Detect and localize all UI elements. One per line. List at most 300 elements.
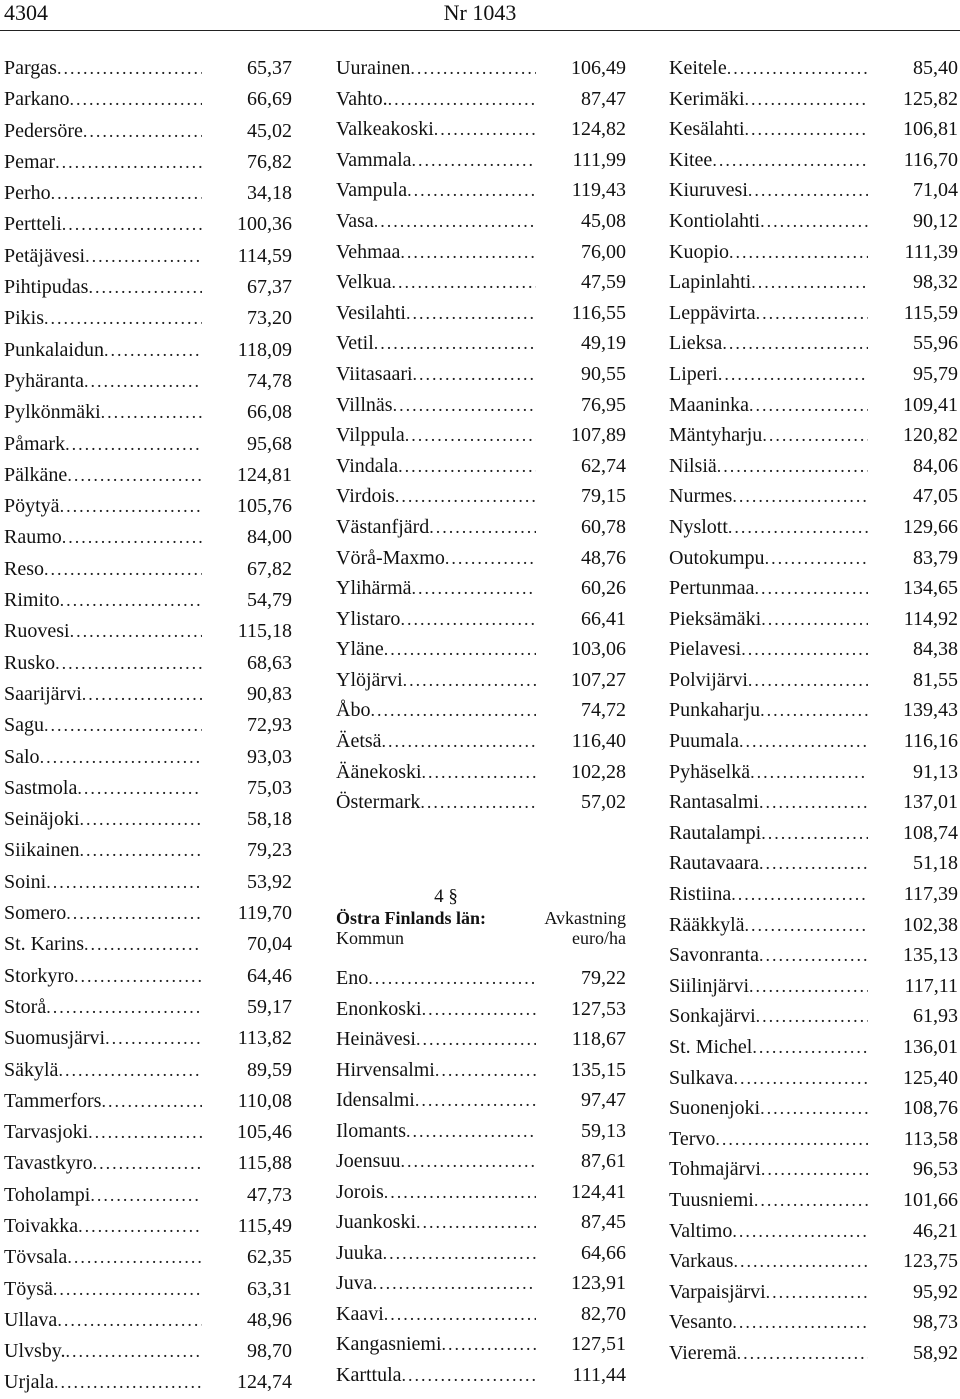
municipality-name: Saarijärvi: [4, 682, 82, 705]
dot-leader: [66, 898, 202, 929]
list-item: [4, 710, 292, 741]
yield-value: 119,43: [571, 179, 626, 202]
municipality-name: Valkeakoski: [336, 118, 434, 141]
dot-leader: [93, 1148, 202, 1179]
list-item: [336, 1055, 626, 1086]
yield-value: 135,15: [571, 1058, 626, 1081]
yield-value: 115,18: [237, 620, 292, 643]
municipality-name: Vasa: [336, 209, 374, 232]
list-item: [4, 272, 292, 303]
municipality-name: Perho: [4, 182, 51, 205]
municipality-name: Idensalmi: [336, 1089, 415, 1111]
municipality-name: Vesilahti: [336, 301, 406, 324]
municipality-name: Rantasalmi: [669, 791, 759, 814]
dot-leader: [732, 1307, 868, 1338]
yield-value: 116,55: [571, 301, 626, 324]
dot-leader: [737, 1338, 868, 1369]
dot-leader: [435, 1055, 536, 1086]
list-item: [336, 53, 626, 84]
dot-leader: [754, 1185, 868, 1216]
dot-leader: [413, 359, 536, 390]
yield-value: 95,68: [247, 432, 292, 455]
municipality-name: Kiuruvesi: [669, 179, 748, 202]
yield-value: 60,78: [581, 515, 626, 538]
dot-leader: [434, 114, 536, 145]
yield-value: 59,17: [247, 995, 292, 1018]
yield-value: 45,02: [247, 119, 292, 142]
municipality-name: Pedersöre: [4, 119, 83, 142]
municipality-name: Joensuu: [336, 1150, 401, 1172]
yield-value: 73,20: [247, 307, 292, 330]
list-item: [669, 1307, 958, 1338]
list-item: [336, 359, 626, 390]
municipality-name: Enonkoski: [336, 997, 422, 1020]
dot-leader: [761, 1154, 868, 1185]
yield-value: 107,27: [571, 668, 626, 691]
dot-leader: [442, 1329, 536, 1360]
yield-value: 124,81: [237, 463, 292, 486]
municipality-name: Karttula: [336, 1363, 402, 1386]
yield-value: 108,76: [903, 1097, 958, 1120]
list-item: [669, 971, 958, 1002]
yield-value: 90,83: [247, 682, 292, 705]
list-item: [336, 298, 626, 329]
header-rule: [0, 30, 960, 31]
dot-leader: [749, 971, 868, 1002]
list-item: [336, 1116, 626, 1147]
dot-leader: [739, 726, 868, 757]
dot-leader: [53, 1274, 202, 1305]
municipality-name: Pyhäselkä: [669, 760, 751, 783]
dot-leader: [398, 451, 536, 482]
list-item: [336, 787, 626, 818]
yield-value: 84,06: [913, 454, 958, 477]
yield-value: 57,02: [581, 791, 626, 814]
municipality-name: Eno: [336, 967, 369, 989]
list-item: [4, 84, 292, 115]
list-item: [336, 994, 626, 1025]
municipality-name: Ullava: [4, 1308, 58, 1331]
yield-value: 47,73: [247, 1183, 292, 1206]
list-item: [336, 1238, 626, 1269]
dot-leader: [760, 206, 868, 237]
municipality-name: Vahto.: [336, 87, 388, 110]
list-item: [336, 451, 626, 482]
dot-leader: [410, 53, 536, 84]
dot-leader: [422, 757, 536, 788]
dot-leader: [384, 1299, 536, 1330]
municipality-name: Pargas: [4, 57, 57, 79]
yield-value: 125,40: [903, 1066, 958, 1089]
list-item: [336, 481, 626, 512]
dot-leader: [761, 604, 868, 635]
yield-value: 93,03: [247, 745, 292, 768]
yield-value: 115,59: [903, 301, 958, 324]
municipality-name: Sastmola: [4, 776, 78, 799]
list-item: [336, 1329, 626, 1360]
municipality-name: St. Karins: [4, 933, 84, 956]
dot-leader: [751, 267, 868, 298]
municipality-name: Lapinlahti: [669, 271, 752, 294]
yield-value: 115,88: [237, 1152, 292, 1175]
yield-value: 84,38: [913, 638, 958, 661]
list-item: [4, 335, 292, 366]
municipality-name: Toholampi: [4, 1183, 91, 1206]
municipality-name: Nurmes: [669, 485, 733, 508]
list-item: [669, 53, 958, 84]
list-item: [669, 726, 958, 757]
list-item: [669, 114, 958, 145]
column-2: [336, 53, 626, 818]
dot-leader: [748, 665, 868, 696]
dot-leader: [51, 178, 202, 209]
municipality-name: Ylistaro: [336, 607, 401, 630]
municipality-name: Tarvasjoki: [4, 1121, 89, 1144]
municipality-name: Åbo: [336, 699, 371, 722]
municipality-name: Siikainen: [4, 839, 80, 862]
municipality-name: Juuka: [336, 1241, 383, 1264]
yield-value: 105,76: [237, 495, 292, 518]
municipality-name: Kerimäki: [669, 87, 745, 110]
list-item: [4, 1180, 292, 1211]
list-item: [669, 1216, 958, 1247]
list-item: [669, 1032, 958, 1063]
yield-value: 58,18: [247, 808, 292, 831]
list-item: [669, 848, 958, 879]
dot-leader: [383, 1238, 536, 1269]
list-item: [336, 114, 626, 145]
dot-leader: [368, 963, 536, 994]
yield-value: 98,70: [247, 1340, 292, 1363]
dot-leader: [374, 328, 536, 359]
municipality-name: Siilinjärvi: [669, 974, 749, 997]
municipality-name: Ruovesi: [4, 620, 70, 643]
section-subtitle-row: [336, 928, 626, 948]
municipality-name: Nyslott: [669, 515, 728, 538]
yield-value: 67,37: [247, 276, 292, 299]
yield-value: 64,46: [247, 964, 292, 987]
municipality-name: Suonenjoki: [669, 1097, 761, 1120]
dot-leader: [760, 695, 868, 726]
dot-leader: [84, 366, 202, 397]
list-item: [669, 940, 958, 971]
dot-leader: [759, 848, 868, 879]
yield-value: 106,81: [903, 118, 958, 141]
yield-value: 55,96: [913, 332, 958, 355]
dot-leader: [46, 992, 202, 1023]
municipality-name: Suomusjärvi: [4, 1027, 106, 1050]
list-item: [336, 1207, 626, 1238]
municipality-name: Varpaisjärvi: [669, 1280, 766, 1303]
yield-value: 79,23: [247, 839, 292, 862]
list-item: [4, 1055, 292, 1086]
dot-leader: [741, 634, 868, 665]
municipality-name: Outokumpu: [669, 546, 765, 569]
dot-leader: [416, 1024, 536, 1055]
dot-leader: [101, 397, 202, 428]
dot-leader: [732, 1216, 868, 1247]
dot-leader: [445, 543, 536, 574]
list-item: [4, 992, 292, 1023]
municipality-name: Salo: [4, 745, 40, 768]
list-item: [669, 1154, 958, 1185]
municipality-name: Velkua: [336, 271, 392, 294]
municipality-name: Rääkkylä: [669, 913, 745, 936]
yield-value: 65,37: [247, 57, 292, 79]
municipality-name: Pyhäranta: [4, 369, 84, 392]
municipality-name: Pielavesi: [669, 638, 742, 661]
municipality-name: Kaavi: [336, 1302, 384, 1325]
yield-value: 100,36: [237, 213, 292, 236]
list-item: [669, 1124, 958, 1155]
municipality-name: Äänekoski: [336, 760, 422, 783]
yield-value: 113,58: [903, 1127, 958, 1150]
list-item: [4, 1367, 292, 1398]
dot-leader: [422, 994, 536, 1025]
dot-leader: [70, 616, 202, 647]
list-item: [669, 298, 958, 329]
municipality-name: Toivakka: [4, 1214, 79, 1237]
value-column-label: Avkastning: [544, 908, 626, 928]
municipality-name: Yläne: [336, 638, 384, 661]
municipality-name: Parkano: [4, 88, 70, 111]
yield-value: 59,13: [581, 1119, 626, 1142]
yield-value: 87,47: [581, 87, 626, 110]
dot-leader: [759, 940, 868, 971]
list-item: [336, 1024, 626, 1055]
list-item: [336, 267, 626, 298]
dot-leader: [402, 1360, 536, 1391]
dot-leader: [62, 522, 202, 553]
yield-value: 87,61: [581, 1150, 626, 1172]
yield-value: 85,40: [913, 57, 958, 79]
list-item: [669, 512, 958, 543]
list-item: [4, 616, 292, 647]
section-title: Östra Finlands län:: [336, 908, 487, 928]
yield-value: 48,76: [581, 546, 626, 569]
yield-value: 115,49: [237, 1214, 292, 1237]
list-item: [336, 757, 626, 788]
list-item: [4, 961, 292, 992]
list-item: [4, 397, 292, 428]
yield-value: 103,06: [571, 638, 626, 661]
yield-value: 98,32: [913, 271, 958, 294]
list-item: [4, 1274, 292, 1305]
list-item: [336, 543, 626, 574]
list-item: [4, 53, 292, 84]
municipality-name: Villnäs: [336, 393, 393, 416]
yield-value: 75,03: [247, 776, 292, 799]
list-item: [4, 1242, 292, 1273]
municipality-name: Pertunmaa: [669, 577, 755, 600]
list-item: [4, 1305, 292, 1336]
dot-leader: [762, 420, 868, 451]
yield-value: 125,82: [903, 87, 958, 110]
yield-value: 82,70: [581, 1302, 626, 1325]
yield-value: 91,13: [913, 760, 958, 783]
list-item: [669, 84, 958, 115]
yield-value: 63,31: [247, 1277, 292, 1300]
dot-leader: [88, 1117, 202, 1148]
dot-leader: [756, 298, 868, 329]
yield-value: 109,41: [903, 393, 958, 416]
dot-leader: [750, 757, 868, 788]
dot-leader: [382, 726, 536, 757]
yield-value: 127,53: [571, 997, 626, 1020]
dot-leader: [748, 175, 868, 206]
page-number: 4304: [4, 0, 48, 25]
municipality-name: Tohmajärvi: [669, 1158, 761, 1181]
list-item: [669, 1001, 958, 1032]
dot-leader: [77, 773, 202, 804]
yield-value: 34,18: [247, 182, 292, 205]
yield-value: 95,79: [913, 362, 958, 385]
yield-value: 107,89: [571, 424, 626, 447]
municipality-name: Töysä: [4, 1277, 53, 1300]
yield-value: 66,69: [247, 88, 292, 111]
yield-value: 110,08: [237, 1089, 292, 1112]
list-item: [336, 512, 626, 543]
section-title-row: [336, 908, 626, 928]
list-item: [4, 241, 292, 272]
municipality-name: Vammala: [336, 148, 412, 171]
list-item: [4, 742, 292, 773]
list-item: [669, 665, 958, 696]
yield-value: 79,15: [581, 485, 626, 508]
municipality-name: Liperi: [669, 362, 718, 385]
yield-value: 101,66: [903, 1188, 958, 1211]
dot-leader: [765, 543, 868, 574]
municipality-name: Ilomants: [336, 1119, 406, 1142]
yield-value: 68,63: [247, 651, 292, 674]
yield-value: 127,51: [571, 1333, 626, 1355]
municipality-name: Puumala: [669, 730, 739, 753]
municipality-name: Pylkönmäki: [4, 401, 101, 424]
dot-leader: [44, 710, 202, 741]
municipality-name: Varkaus: [669, 1250, 734, 1273]
yield-value: 111,44: [572, 1363, 626, 1386]
dot-leader: [60, 491, 202, 522]
municipality-name: Juva: [336, 1272, 373, 1294]
unit-label: euro/ha: [572, 928, 626, 948]
municipality-name: Pihtipudas: [4, 276, 89, 299]
municipality-name: Tervo: [669, 1127, 716, 1150]
dot-leader: [58, 1055, 202, 1086]
yield-value: 83,79: [913, 546, 958, 569]
list-item: [669, 573, 958, 604]
yield-value: 72,93: [247, 714, 292, 737]
list-item: [669, 267, 958, 298]
yield-value: 116,16: [903, 730, 958, 753]
dot-leader: [718, 359, 868, 390]
yield-value: 98,73: [913, 1311, 958, 1334]
yield-value: 62,74: [581, 454, 626, 477]
yield-value: 47,05: [913, 485, 958, 508]
list-item: [336, 390, 626, 421]
municipality-name: Virdois: [336, 485, 395, 508]
yield-value: 102,38: [903, 913, 958, 936]
yield-value: 113,82: [237, 1027, 292, 1050]
list-item: [336, 695, 626, 726]
yield-value: 64,66: [581, 1241, 626, 1264]
municipality-name: Pemar: [4, 150, 56, 173]
dot-leader: [393, 390, 536, 421]
municipality-name: Savonranta: [669, 944, 759, 967]
dot-leader: [392, 267, 536, 298]
municipality-name: Rautavaara: [669, 852, 759, 875]
page-header: [0, 0, 960, 30]
yield-value: 134,65: [903, 577, 958, 600]
yield-value: 67,82: [247, 557, 292, 580]
yield-value: 96,53: [913, 1158, 958, 1181]
dot-leader: [717, 451, 868, 482]
column-3: [669, 53, 958, 1369]
list-item: [336, 237, 626, 268]
yield-value: 116,70: [903, 148, 958, 171]
yield-value: 81,55: [913, 668, 958, 691]
list-item: [336, 1268, 626, 1299]
list-item: [669, 145, 958, 176]
yield-value: 139,43: [903, 699, 958, 722]
dot-leader: [104, 335, 202, 366]
list-item: [4, 898, 292, 929]
dot-leader: [55, 648, 202, 679]
yield-value: 118,09: [237, 338, 292, 361]
municipality-name: Tövsala: [4, 1246, 68, 1269]
section-heading: [336, 886, 626, 948]
municipality-name: Polvijärvi: [669, 668, 748, 691]
municipality-name: Storkyro: [4, 964, 74, 987]
dot-leader: [57, 53, 202, 84]
list-item: [669, 420, 958, 451]
yield-value: 129,66: [903, 515, 958, 538]
municipality-name: Kontiolahti: [669, 209, 761, 232]
dot-leader: [65, 1336, 202, 1367]
dot-leader: [403, 665, 536, 696]
yield-value: 53,92: [247, 870, 292, 893]
list-item: [669, 634, 958, 665]
dot-leader: [82, 679, 202, 710]
list-item: [4, 303, 292, 334]
dot-leader: [733, 1063, 868, 1094]
dot-leader: [67, 1242, 202, 1273]
dot-leader: [416, 1207, 536, 1238]
dot-leader: [733, 1246, 868, 1277]
municipality-name: Viitasaari: [336, 362, 413, 385]
yield-value: 89,59: [247, 1058, 292, 1081]
yield-value: 105,46: [237, 1121, 292, 1144]
municipality-name: Pertteli: [4, 213, 62, 236]
dot-leader: [407, 175, 536, 206]
yield-value: 48,96: [247, 1308, 292, 1331]
yield-value: 114,92: [903, 607, 958, 630]
yield-value: 60,26: [581, 577, 626, 600]
municipality-name: Heinävesi: [336, 1028, 416, 1050]
municipality-name: Pikis: [4, 307, 45, 330]
list-item: [4, 804, 292, 835]
dot-leader: [83, 116, 202, 147]
list-item: [669, 1246, 958, 1277]
yield-value: 111,99: [572, 148, 626, 171]
municipality-name: Punkalaidun: [4, 338, 104, 361]
dot-leader: [388, 84, 536, 115]
dot-leader: [40, 742, 202, 773]
dot-leader: [760, 1093, 868, 1124]
list-item: [336, 634, 626, 665]
yield-value: 90,12: [913, 209, 958, 232]
municipality-name: Kangasniemi: [336, 1333, 442, 1355]
municipality-name: Kuopio: [669, 240, 729, 263]
